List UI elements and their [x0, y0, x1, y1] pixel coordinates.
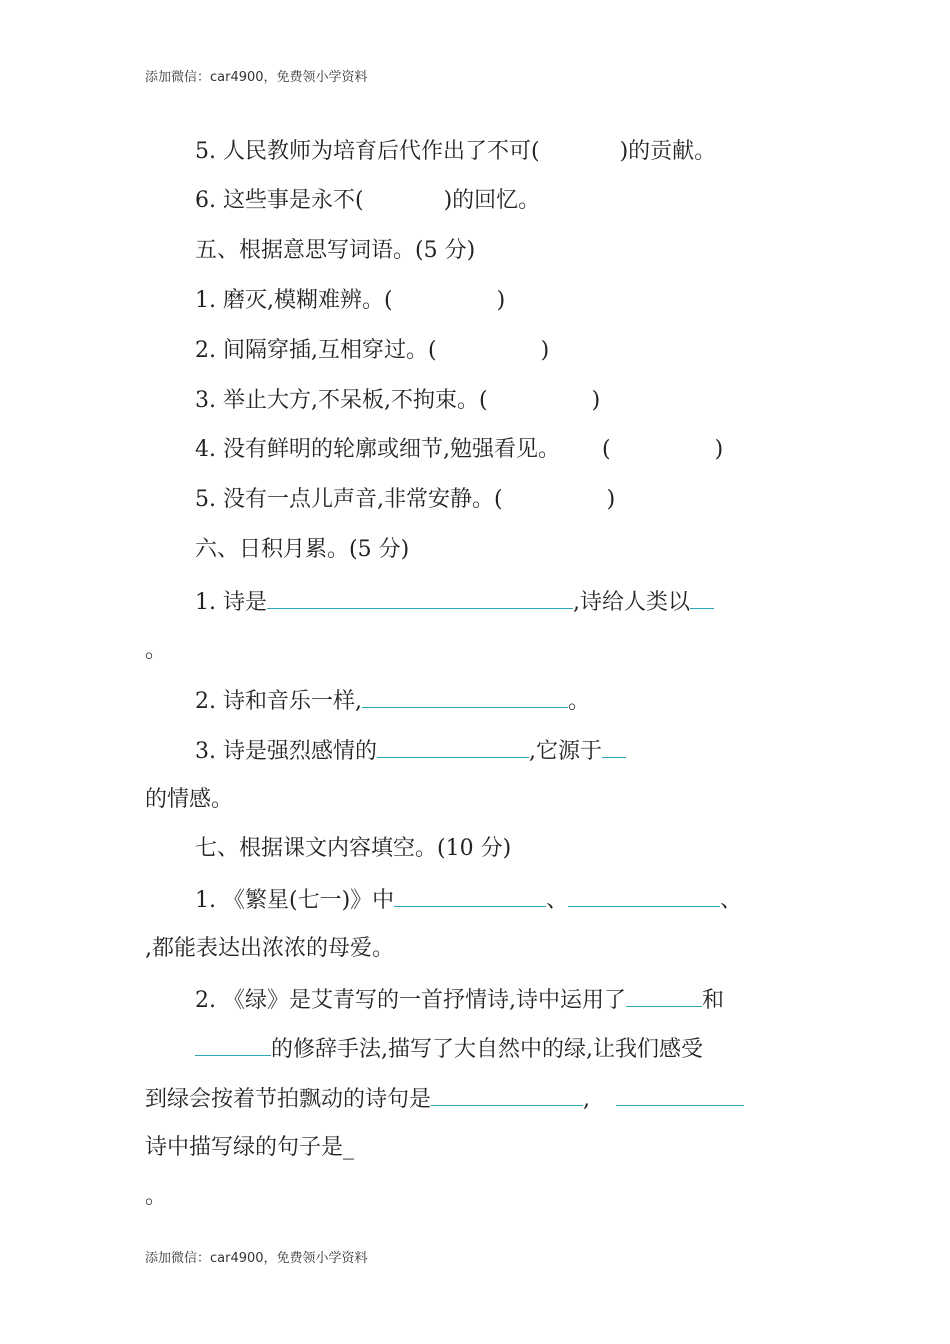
- s6-q3-end: 的情感。: [145, 787, 234, 812]
- s7-q2-line2: 的修辞手法,描写了大自然中的绿,让我们感受: [195, 1033, 703, 1065]
- s5-q4: 4. 没有鲜明的轮廓或细节,勉强看见。 ( ): [195, 437, 724, 462]
- s6-q1-end: 。: [145, 638, 168, 663]
- blank-line[interactable]: [431, 1083, 583, 1106]
- blank-line[interactable]: [267, 586, 573, 609]
- s6-q2: 2. 诗和音乐一样, 。: [195, 685, 590, 717]
- blank-line[interactable]: [602, 735, 626, 758]
- s5-q5: 5. 没有一点儿声音,非常安静。( ): [195, 487, 616, 512]
- s6-q3: 3. 诗是强烈感情的 ,它源于: [195, 735, 626, 767]
- s4-q6: 6. 这些事是永不( )的回忆。: [195, 188, 541, 213]
- blank-line[interactable]: [195, 1033, 271, 1056]
- s7-q2-line4: 诗中描写绿的句子是_: [145, 1135, 355, 1160]
- s7-q1: 1. 《繁星(七一)》中 、 、: [195, 884, 742, 916]
- s5-q3: 3. 举止大方,不呆板,不拘束。( ): [195, 388, 601, 413]
- blank-line[interactable]: [377, 735, 529, 758]
- s4-q5: 5. 人民教师为培育后代作出了不可( )的贡献。: [195, 139, 717, 164]
- blank-line[interactable]: [362, 685, 568, 708]
- s5-q1: 1. 磨灭,模糊难辨。( ): [195, 288, 506, 313]
- section5-title: 五、根据意思写词语。(5 分): [195, 238, 476, 263]
- page-footer: 添加微信：car4900，免费领小学资料: [145, 1251, 368, 1266]
- blank-line[interactable]: [616, 1083, 744, 1106]
- s7-q1-end: ,都能表达出浓浓的母爱。: [145, 936, 394, 961]
- section7-title: 七、根据课文内容填空。(10 分): [195, 836, 512, 861]
- s5-q2: 2. 间隔穿插,互相穿过。( ): [195, 338, 550, 363]
- s6-q1: 1. 诗是 ,诗给人类以: [195, 586, 714, 618]
- blank-line[interactable]: [626, 984, 702, 1007]
- blank-line[interactable]: [690, 586, 714, 609]
- section6-title: 六、日积月累。(5 分): [195, 537, 410, 562]
- s7-q2-end: 。: [145, 1184, 168, 1209]
- blank-line[interactable]: [568, 884, 720, 907]
- s7-q2: 2. 《绿》是艾青写的一首抒情诗,诗中运用了 和: [195, 984, 724, 1016]
- s7-q2-line3: 到绿会按着节拍飘动的诗句是 ,: [145, 1083, 744, 1115]
- page-header: 添加微信：car4900，免费领小学资料: [145, 70, 368, 85]
- blank-line[interactable]: [394, 884, 546, 907]
